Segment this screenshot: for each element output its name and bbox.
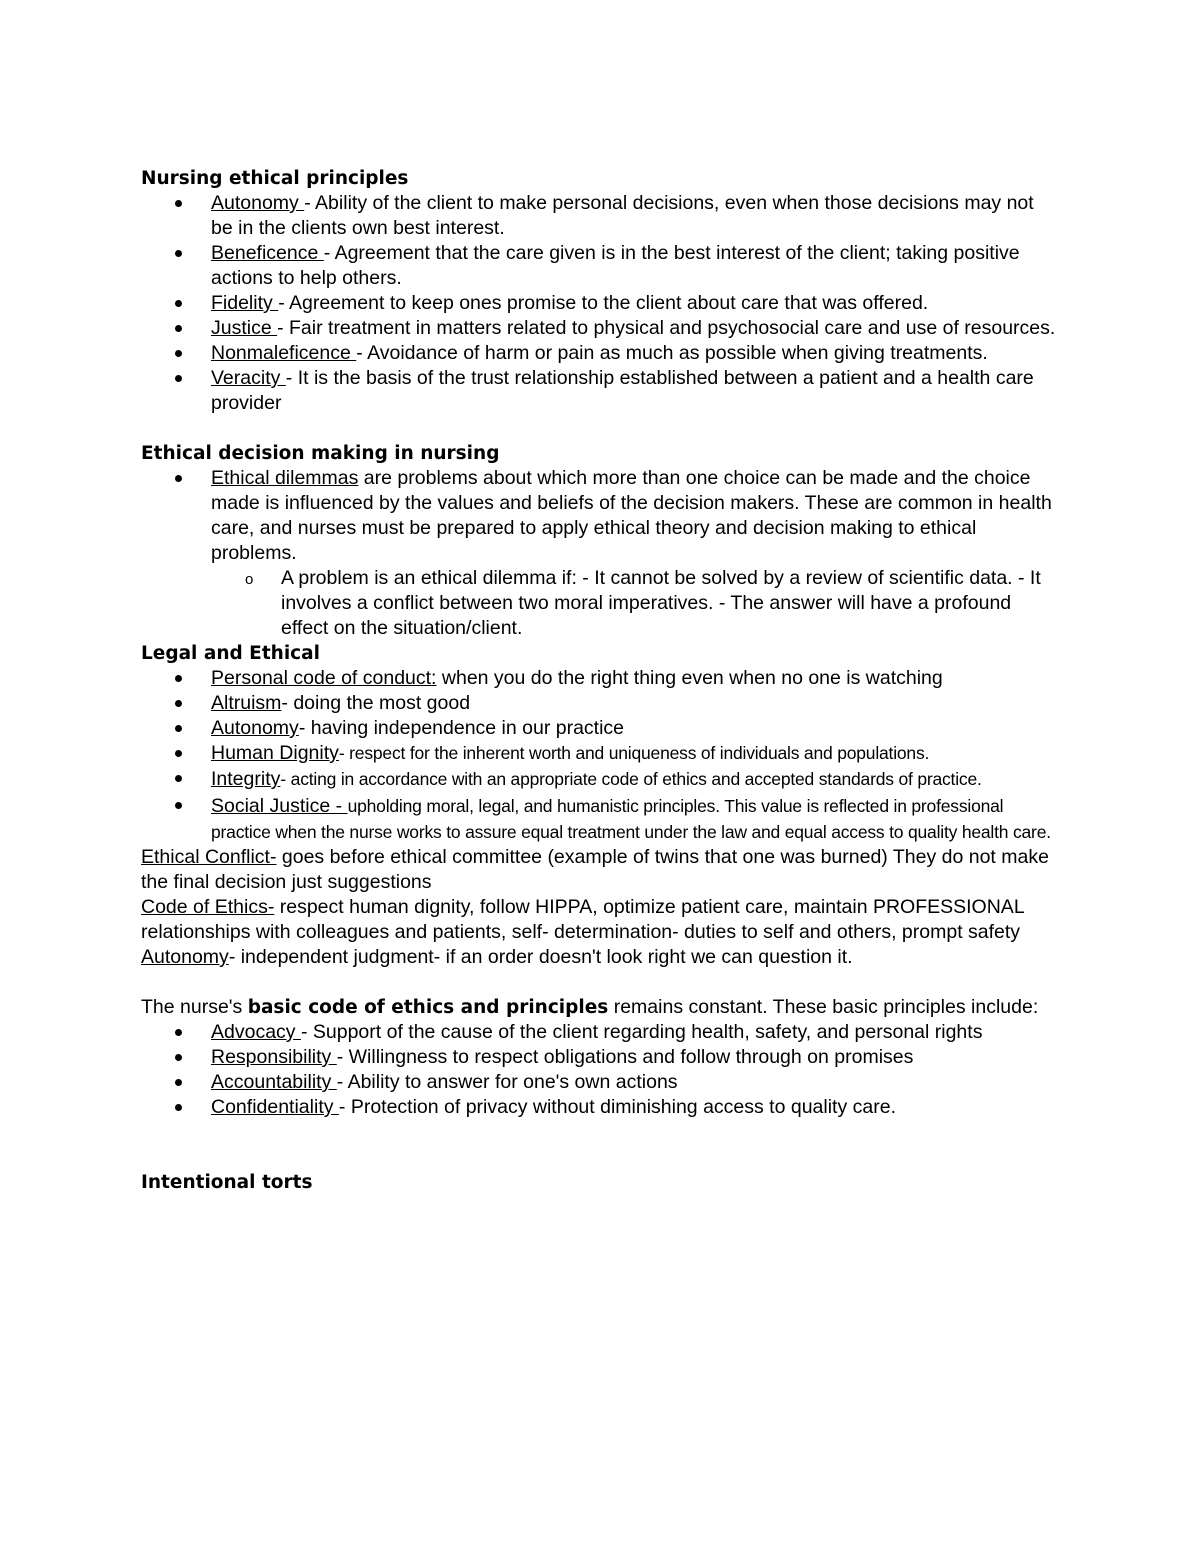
heading-ethical-decision-making: Ethical decision making in nursing: [141, 443, 500, 464]
spacer: [141, 1120, 1060, 1170]
definition: - acting in accordance with an appropriate code of ethics and accepted standards of practice.: [280, 769, 982, 789]
definition: - Protection of privacy without diminishing access to quality care.: [338, 1096, 896, 1118]
term: Altruism: [211, 692, 282, 714]
list-item: [211, 766, 1060, 793]
definition: - Fair treatment in matters related to physical and psychosocial care and use of resources.: [277, 317, 1056, 339]
intro-text: The nurse's: [141, 996, 248, 1018]
intro-bold: basic code of ethics and principles: [247, 997, 609, 1018]
principles-list: [141, 191, 1060, 416]
paragraph-basic-code: [141, 995, 1060, 1020]
definition: - Avoidance of harm or pain as much as possible when giving treatments.: [356, 342, 988, 364]
paragraph-code-of-ethics: [141, 895, 1060, 945]
paragraph-autonomy: [141, 945, 1060, 970]
dilemma-list: [141, 466, 1060, 641]
list-item: [211, 793, 1060, 845]
definition: - doing the most good: [281, 692, 471, 714]
list-item: [211, 466, 1060, 641]
intro-text: remains constant. These basic principles include:: [608, 996, 1039, 1018]
definition: - It is the basis of the trust relationship established between a patient and a health care provider: [211, 367, 1034, 414]
term: Responsibility: [211, 1046, 337, 1068]
term: Beneficence: [211, 242, 324, 264]
term: Personal code of conduct:: [211, 667, 437, 689]
definition: - having independence in our practice: [298, 717, 625, 739]
term: Human Dignity: [211, 742, 339, 764]
term: Integrity: [211, 768, 281, 790]
definition: respect human dignity, follow HIPPA, optimize patient care, maintain PROFESSIONAL relationships with colleagues and patients, self- determination- duties to self and others, prompt safety: [141, 896, 1024, 943]
list-item: [211, 366, 1060, 416]
definition: - Willingness to respect obligations and follow through on promises: [336, 1046, 914, 1068]
definition: - Support of the cause of the client regarding health, safety, and personal rights: [300, 1021, 983, 1043]
term: Fidelity: [211, 292, 279, 314]
list-item: [211, 1020, 1060, 1045]
list-item: [211, 291, 1060, 316]
definition: - Agreement to keep ones promise to the client about care that was offered.: [278, 292, 929, 314]
term: Autonomy: [211, 192, 305, 214]
list-item: [211, 1095, 1060, 1120]
term: Advocacy: [211, 1021, 301, 1043]
term: Social Justice -: [211, 795, 348, 817]
basic-principles-list: [141, 1020, 1060, 1120]
term: Autonomy: [141, 946, 229, 968]
definition: upholding moral, legal, and humanistic principles. This value is reflected in professional practice when the nurse works to assure equal treatment under the law and equal access to quality health care.: [211, 796, 1051, 842]
list-item: [211, 1070, 1060, 1095]
term: Ethical dilemmas: [211, 467, 359, 489]
definition: - Ability to answer for one's own actions: [336, 1071, 678, 1093]
list-item: [211, 241, 1060, 291]
list-item: [211, 691, 1060, 716]
definition: are problems about which more than one choice can be made and the choice made is influenced by the values and beliefs of the decision makers. These are common in health care, and nurses must be prepared to apply ethical theory and decision making to ethical problems.: [211, 467, 1052, 564]
list-item: [211, 1045, 1060, 1070]
term: Veracity: [211, 367, 286, 389]
definition: - independent judgment- if an order doesn't look right we can question it.: [228, 946, 853, 968]
term: Autonomy: [211, 717, 299, 739]
definition: - Agreement that the care given is in the best interest of the client; taking positive actions to help others.: [211, 242, 1020, 289]
sub-list-item: o A problem is an ethical dilemma if: - It cannot be solved by a review of scientific data. - It involves a conflict between two moral imperatives. - The answer will have a profound effect on the situation/client.: [281, 566, 1060, 641]
term: Confidentiality: [211, 1096, 339, 1118]
definition: - respect for the inherent worth and uniqueness of individuals and populations.: [338, 743, 930, 763]
sub-list: [211, 566, 1060, 641]
heading-legal-and-ethical: Legal and Ethical: [141, 643, 320, 664]
list-item: [211, 741, 1060, 766]
term: Accountability: [211, 1071, 337, 1093]
term: Code of Ethics-: [141, 896, 275, 918]
paragraph-ethical-conflict: [141, 845, 1060, 895]
list-item: [211, 666, 1060, 691]
list-item: [211, 316, 1060, 341]
heading-nursing-ethical-principles: Nursing ethical principles: [141, 168, 409, 189]
heading-intentional-torts: Intentional torts: [141, 1172, 313, 1193]
definition: goes before ethical committee (example of twins that one was burned) They do not make the final decision just suggestions: [141, 846, 1049, 893]
spacer: [141, 970, 1060, 995]
term: Justice: [211, 317, 278, 339]
list-item: [211, 341, 1060, 366]
legal-ethical-list: [141, 666, 1060, 845]
definition: - Ability of the client to make personal decisions, even when those decisions may not be in the clients own best interest.: [211, 192, 1034, 239]
term: Nonmaleficence: [211, 342, 357, 364]
list-item: [211, 191, 1060, 241]
list-item: [211, 716, 1060, 741]
term: Ethical Conflict-: [141, 846, 277, 868]
definition: when you do the right thing even when no one is watching: [436, 667, 943, 689]
spacer: [141, 416, 1060, 441]
